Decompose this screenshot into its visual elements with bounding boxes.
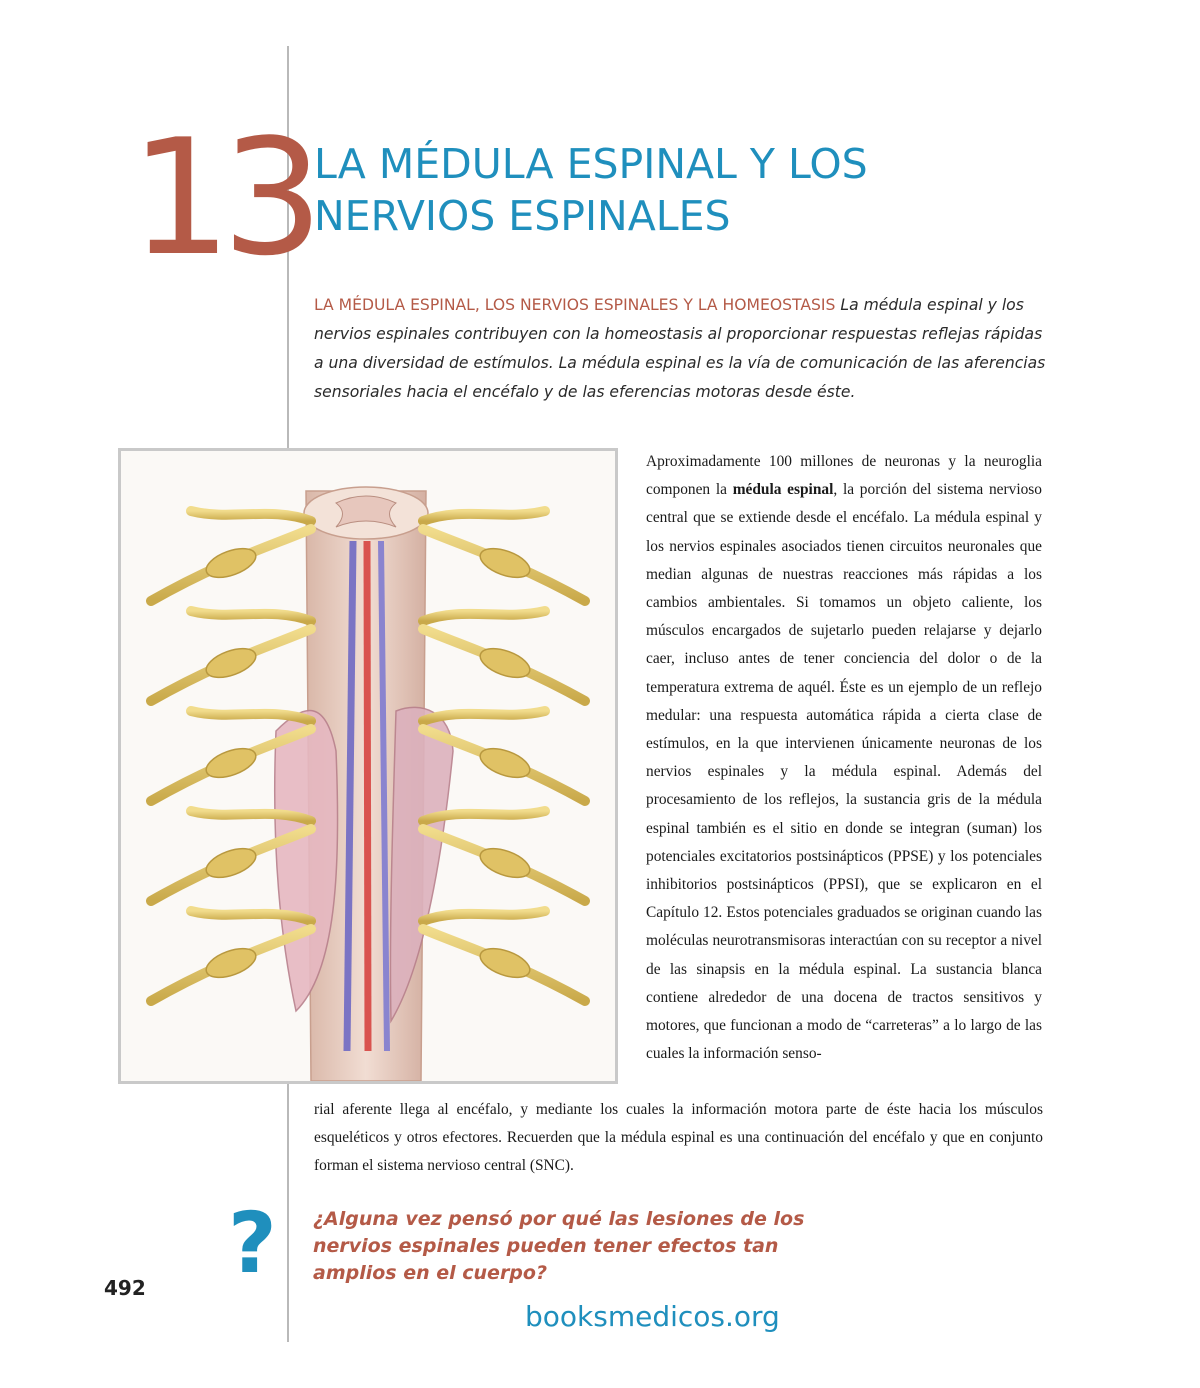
spinal-cord-illustration xyxy=(118,448,618,1084)
body-text-rest: , la porción del sistema nervioso central que se extiende desde el encéfalo. La médula espinal y los nervios espinales asociados tienen circuitos neuronales que median algunas de nuestras reacciones más rápidas a los cambios ambientales. Si tomamos un objeto caliente, los músculos encargados de sujetarlo pueden relajarse y dejarlo caer, incluso antes de tener conciencia del dolor o de la temperatura extrema de aquél. Éste es un ejemplo de un reflejo medular: una respuesta automática rápida a cierta clase de estímulos, en la que intervienen únicamente neuronas de los nervios espinales y la médula espinal. Además del procesamiento de los reflejos, la sustancia gris de la médula espinal también es el sitio en donde se integran (suman) los potenciales excitatorios postsinápticos (PPSE) y los potenciales inhibitorios postsinápticos (PPSI), que se explicaron en el Capítulo 12. Estos potenciales graduados se originan cuando las moléculas neurotransmisoras interactúan con su receptor a nivel de las sinapsis en la médula espinal. La sustancia blanca contiene alrededor de una docena de tractos sensitivos y motores, que funcionan a modo de “carreteras” a lo largo de las cuales la información senso- xyxy=(646,481,1042,1063)
watermark-link[interactable]: booksmedicos.org xyxy=(525,1300,780,1333)
term-medula-espinal: médula espinal xyxy=(732,481,834,499)
body-column-text xyxy=(646,448,1042,1068)
chapter-title: LA MÉDULA ESPINAL Y LOS NERVIOS ESPINALES xyxy=(314,140,868,240)
body-text-start: Aproximadamente 100 millones de neuronas y la neuroglia componen la xyxy=(646,453,1042,499)
chapter-number: 13 xyxy=(130,104,314,291)
spinal-cord-drawing xyxy=(121,451,615,1081)
intro-text: La médula espinal y los nervios espinales contribuyen con la homeostasis al proporcionar respuestas reflejas rápidas a una diversidad de estímulos. La médula espinal es la vía de comunicación de las aferencias sensoriales hacia el encéfalo y de las eferencias motoras desde éste. xyxy=(314,296,1046,401)
body-full-width-text: rial aferente llega al encéfalo, y mediante los cuales la información motora parte de éste hacia los músculos esqueléticos y otros efectores. Recuerden que la médula espinal es una continuación del encéfalo y que en conjunto forman el sistema nervioso central (SNC). xyxy=(314,1101,1043,1175)
page-number: 492 xyxy=(104,1276,146,1300)
question-mark-icon: ? xyxy=(228,1194,277,1292)
chapter-intro xyxy=(314,291,1049,407)
chapter-question: ¿Alguna vez pensó por qué las lesiones de los nervios espinales pueden tener efectos tan amplios en el cuerpo? xyxy=(313,1208,805,1284)
intro-lead: LA MÉDULA ESPINAL, LOS NERVIOS ESPINALES Y LA HOMEOSTASIS xyxy=(314,296,836,314)
